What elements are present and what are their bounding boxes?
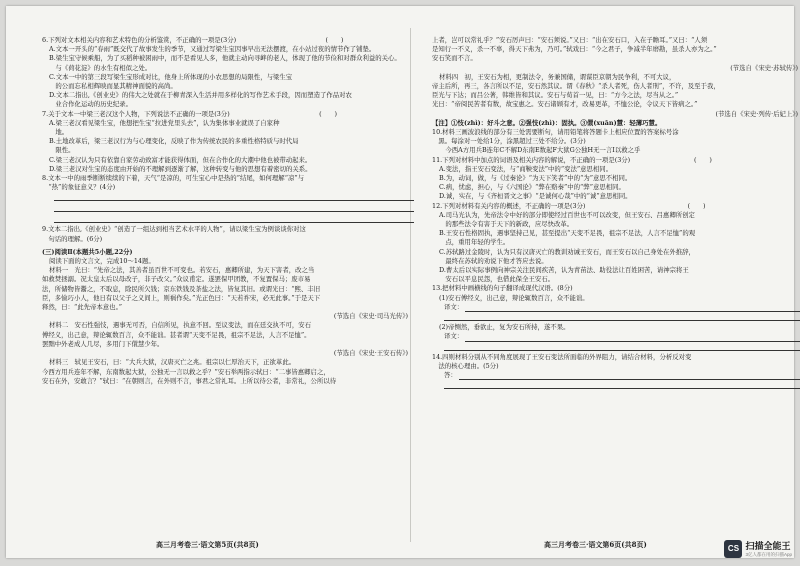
text-line: 材料二 安石性强忮，遇事无可否，自信所见，执意不回。至议变法，而在廷交执不可，安石 [49,321,312,330]
answer-blank-line[interactable] [54,203,414,212]
text-line: B.梁生宝守候乘船，为了买稻种被困雨中，而不是看见人多，他就主动向寻衅的老人，体现了他的节俭和对群众利益的关心。 [49,54,401,63]
left-page [42,36,414,534]
right-page [432,36,800,534]
text-line: 安石在外，安敢言？”轼曰：“在朝则言，在外则不言，事君之常礼耳。上所以待公者，非常礼，公所以待 [42,376,337,385]
text-line: 的那些法令有害于天下的新政，应尽快改革。 [439,220,574,229]
text-line: D.文本二指出,《创业史》的伟大之处就在于柳青深入生活并用多样化的写作艺术手段，因而塑造了作品对农 [49,91,352,100]
text-line: C.梁三老汉认为只有依靠自家劳动致富才能获得体面，但在合作化的大潮中他也被带动起来。 [49,155,312,164]
watermark-text [745,539,792,558]
answer-blank-line[interactable] [54,214,414,223]
answer-label: 译文： [444,302,464,311]
text-line: 是知行一不义，杀一不辜，得天下弗为，乃可。”轼戏曰：“今之君子，争减半年磨勘，虽杀人亦为之。” [432,45,717,54]
text-line: C.文本一中的第三段写梁生宝形成对比，他身上所体现的小农思想的局限性，与梁生宝 [49,72,293,81]
text-line: 法，所储物皆鬻之，不取息，除民所欠钱；京东铁钱及茶盐之法，皆复其旧。或谓光曰：“熙、丰旧 [42,284,321,293]
exam-sheet [6,6,798,558]
text-line: 法的核心理由。(5分) [432,361,499,370]
text-line: 业合作化运动的历史纪录。 [49,100,133,109]
text-line: 限性。 [49,146,75,155]
answer-blank-line[interactable] [465,303,800,312]
text-line: (节选自《宋史·王安石传》) [333,349,408,358]
answer-label: 译文： [444,332,464,341]
text-line: C.病，忧虑，担心，与《六国论》“弊在赂秦”中的“弊”意思相同。 [439,183,625,192]
text-line: B.为，动词，做，与《过秦论》“为天下笑者”中的“为”意思不相同。 [439,174,632,183]
text-line: B.土地改革后，梁三老汉行为与心理变化，反映了作为传统农民的多重性格特质与时代局 [49,137,299,146]
answer-blank-line[interactable] [444,380,800,389]
text-line: 释然，曰：“此先帝本意也。” [42,303,123,312]
right-page-footer: 高三月考卷三·语文第6页(共8页) [544,540,647,549]
text-line: C.苏轼路过金陵时，认为只有汉唐灭亡的教训劝诫王安石，而王安石以自己身处在外推辞， [439,247,695,256]
text-line: 7.关于文本一中梁三老汉这个人物，下列说法不正确的一项是(3分) ( ) [42,109,337,118]
text-line: 如救焚拯溺。况太皇太后以母改子，非子改父。”众议甫定。遂罢保甲团教，不复置保马；废市易 [42,275,311,284]
text-line: (1)安石傅经义，出己意，辩论辄数百言，众不能诎。 [439,293,589,302]
answer-row[interactable] [432,332,800,341]
answer-row[interactable] [432,303,800,312]
text-line: 罢黜中外老成人几尽，多用门下儇慧少年。 [42,339,164,348]
text-line: 的公而忘私相辉映而显其精神面貌的高尚。 [49,82,177,91]
text-line: 黑。每涂对一处给1分，涂黑超过三处不给分。(3分) [432,137,586,146]
text-line: 材料一 光曰：“先帝之法，其善者虽百世不可变也。若安石，惠卿所建，为天下害者，改之当 [49,266,315,275]
text-line: 材料四 初，王安石为相，更制法令，务兼国储，谓谋臣京朝为民争利，不可大议， [439,72,676,81]
answer-blank-line[interactable] [444,312,800,321]
camscanner-logo-icon: CS [724,540,742,558]
answer-blank-line[interactable] [465,333,800,342]
text-line: A.司马光认为，先帝法令中好的部分即使经过百世也不可以改变，但王安石、吕惠卿所创定 [439,210,695,219]
text-line: 8.文本一中的雨季断断续续的下着，天气“是凉的，可生宝心中是热的”结尾，如何理解“凉”与 [42,174,305,183]
text-line: 今西A方用兵B连年C不解D东南E数起F大狱G公独H无一言I以救之乎 [439,146,641,155]
watermark-title: 扫描全能王 [745,541,791,551]
answer-blank-line[interactable] [459,371,800,380]
text-line: (节选自《宋史·苏轼传》) [730,63,798,72]
text-line: 9.文本二指出,《创业史》“创造了一组达到相当艺术水平的人物”，请以梁生宝为例谈谈你对这 [42,225,306,234]
text-line: (2)帝恻然，垂欲止，复为安石所持，遂不果。 [439,323,570,332]
text-line: 13.把材料中画横线的句子翻译成现代汉语。(8分) [432,284,573,293]
text-line: 今西方用兵连年不解，东南数起大狱，公独无一言以救之乎？”安石举两指示轼曰：“二事皆惠卿启之， [42,367,330,376]
text-line: 帝主后所，再三，各言所以不足，安石然其议。谓《春秋》“杀人者死，伤人者刑”，不许，及至于我， [432,82,720,91]
text-line: 傅经义，出己意，辩论辄数百言，众不能诎。甚者谓“天变不足畏，祖宗不足法，人言不足恤”。 [42,330,311,339]
text-line: 光曰：“帝阅民苦者有数，故宝惠之。安石诸顾有才，改易更革，不恤公论，令议天下皆病之。” [432,100,698,109]
text-line: 12.下列对材料有关内容的概述，不正确的一项是(3分) ( ) [432,201,706,210]
text-line: 材料三 轼见王安石，曰：“大兵大狱，汉唐灭亡之兆。祖宗以仁厚治天下，正欲革此。 [49,358,296,367]
text-line: 最终在苏轼的劝说下他才答应去说。 [439,256,548,265]
text-line: B.王安石性格固执，遇事坚持己见，甚至提出“天变不足畏，祖宗不足法，人言不足恤”的观 [439,229,696,238]
answer-label: 答： [444,370,457,379]
left-page-footer: 高三月考卷三·语文第5页(共8页) [156,540,259,549]
watermark-subtitle: 3亿人都在用的扫描App [745,552,792,557]
text-line: 14.四则材料分别从不同角度展现了王安石变法所面临的外界阻力，请结合材料，分析反对变 [432,352,692,361]
text-line: 6.下列对文本相关内容和艺术特色的分析鉴赏，不正确的一项是(3分) ( ) [42,36,344,44]
text-line: “热”的象征意义？(4分) [42,183,116,192]
text-line: 11.下列对材料中加点的词语及相关内容的解说，不正确的一项是(3分) ( ) [432,155,712,164]
text-line: A.梁三老汉看见梁生宝，他想把生宝“拉进党里头去”，认为集体事业就误了自家种 [49,118,280,127]
text-line: (节选自《宋史·司马光传》) [333,312,408,321]
text-line: 安石笑而不言。 [432,54,477,63]
answer-blank-line[interactable] [54,192,414,201]
text-line: 点，重用年轻的学生。 [439,238,510,247]
text-line: 句话的理解。(6分) [42,234,103,243]
text-line: A.文本一开头的“春雨”既交代了故事发生的季节，又通过写梁生宝因事早出无法摆渡，在小站过夜的情节作了铺垫。 [49,45,376,54]
camscanner-watermark [724,539,792,558]
answer-blank-line[interactable] [444,342,800,351]
text-line: 上者，岂可以常礼乎？”安石厉声曰：“安石须说。”又曰：“出在安石口，入在子瞻耳。”又曰：“人须 [432,36,708,44]
text-line: 与《荷花淀》的水生有相似之处。 [49,63,152,72]
text-line: D.梁三老汉对生宝的态度由开始的不理解到逐渐了解，这种转变与他的思想有着密切的关系。 [49,164,312,173]
text-line: 臣，多憸巧小人，他日有以父子之义间上，则祸作矣。”光正色曰：“天若祚宋，必无此事。”于是天下 [42,293,321,302]
text-line: 臣光与下达；而吕公著，韩维皆和其议。安石与荀首一见，曰：“方今之法，尽当从之。” [432,91,679,100]
text-line: 安石以平息民怨，也借此保全王安石。 [439,275,555,284]
text-line: D.曹太后以实际事例向神宗关注民间疾苦，认为青苗法、助役法让百姓困苦，请神宗将王 [439,266,689,275]
text-line: 10.材料三画波浪线的部分有三处需要断句，请用铅笔将答题卡上相应位置的答案标号涂 [432,128,679,137]
text-line: 地。 [49,128,69,137]
text-line: (节选自《宋史·列传·后妃上》) [715,109,798,118]
text-line: D.诚，实在，与《齐桓晋文之事》“是诚何心哉”中的“诚”意思相同。 [439,192,632,201]
text-line: 【注】①忮(zhì)：好斗之意。②强忮(zhì)：固执。③儇(xuān)慧：轻薄巧慧。 [432,118,662,127]
answer-row[interactable] [432,371,800,380]
text-line: 阅读下面的文言文，完成10～14题。 [49,257,155,266]
text-line: (三)阅读Ⅱ(本题共5小题,22分) [42,247,133,256]
text-line: A.变法，指王安石变法，与“商鞅变法”中的“变法”意思相同。 [439,164,613,173]
